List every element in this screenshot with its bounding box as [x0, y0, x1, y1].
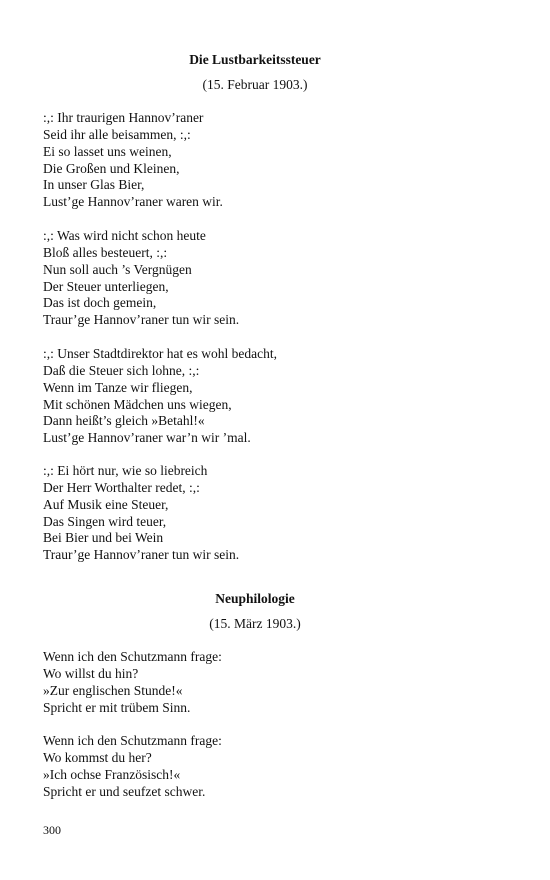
verse-line: Wo kommst du her?	[43, 749, 152, 765]
verse-line: Traur’ge Hannov’raner tun wir sein.	[43, 547, 240, 563]
verse-line: In unser Glas Bier,	[43, 177, 145, 193]
verse-line: Bei Bier und bei Wein	[43, 530, 164, 546]
poem-date: (15. März 1903.)	[209, 616, 301, 631]
poem-title: Neuphilologie	[215, 591, 295, 606]
stanza	[43, 110, 513, 211]
verse-line: Der Steuer unterliegen,	[43, 278, 169, 294]
verse-line: Mit schönen Mädchen uns wiegen,	[43, 396, 232, 412]
verse-line: Der Herr Worthalter redet, :,:	[43, 479, 200, 495]
verse-line: Das ist doch gemein,	[43, 295, 157, 311]
poem-title: Die Lustbarkeitssteuer	[189, 52, 321, 67]
stanza	[43, 228, 513, 329]
verse-line: Daß die Steuer sich lohne, :,:	[43, 362, 200, 378]
verse-line: Traur’ge Hannov’raner tun wir sein.	[43, 312, 240, 328]
verse-line: Nun soll auch ’s Vergnügen	[43, 261, 192, 277]
verse-line: Auf Musik eine Steuer,	[43, 496, 169, 512]
verse-line: Wenn ich den Schutzmann frage:	[43, 649, 222, 664]
poem-date: (15. Februar 1903.)	[202, 77, 308, 92]
verse-line: Das Singen wird teuer,	[43, 513, 167, 529]
stanza	[43, 463, 513, 564]
verse-line: Seid ihr alle beisammen, :,:	[43, 126, 191, 142]
verse-line: Wenn ich den Schutzmann frage:	[43, 733, 222, 748]
verse-line: Wo willst du hin?	[43, 665, 139, 681]
verse-line: :,: Unser Stadtdirektor hat es wohl bedacht,	[43, 346, 277, 361]
verse-line: :,: Ihr traurigen Hannov’raner	[43, 110, 204, 125]
stanza	[43, 733, 513, 800]
stanza	[43, 649, 513, 716]
verse-line: Spricht er mit trübem Sinn.	[43, 699, 191, 715]
verse-line: Lust’ge Hannov’raner war’n wir ’mal.	[43, 430, 251, 446]
verse-line: Wenn im Tanze wir fliegen,	[43, 379, 193, 395]
page-number: 300	[43, 823, 61, 837]
verse-line: Dann heißt’s gleich »Betahl!«	[43, 413, 205, 429]
verse-line: :,: Was wird nicht schon heute	[43, 228, 206, 243]
verse-line: »Zur englischen Stunde!«	[43, 682, 183, 698]
verse-line: »Ich ochse Französisch!«	[43, 766, 181, 782]
verse-line: Ei so lasset uns weinen,	[43, 143, 172, 159]
verse-line: Lust’ge Hannov’raner waren wir.	[43, 194, 223, 210]
stanza	[43, 346, 513, 447]
verse-line: Die Großen und Kleinen,	[43, 160, 180, 176]
verse-line: Bloß alles besteuert, :,:	[43, 244, 168, 260]
verse-line: :,: Ei hört nur, wie so liebreich	[43, 463, 208, 478]
verse-line: Spricht er und seufzet schwer.	[43, 783, 206, 799]
